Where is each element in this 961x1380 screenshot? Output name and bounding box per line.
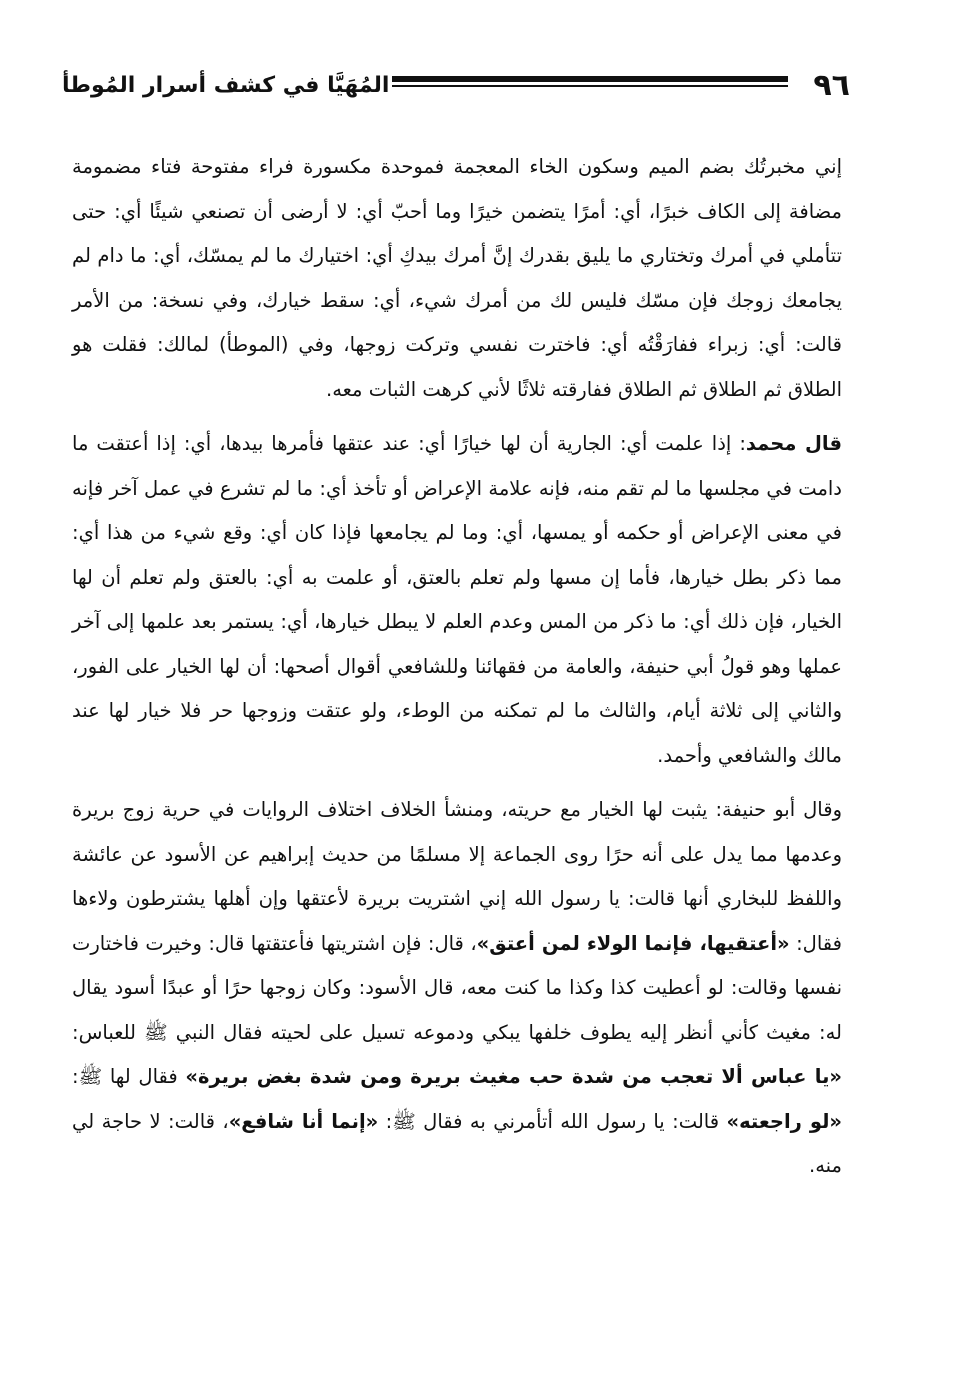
paragraph-3-text-2: ، قال: فإن اشتريتها فأعتقتها قال: وخيرت فاختارت نفسها وقالت: لو أعطيت كذا وكذا ما كنت معه، قال الأسود: وكان زوجها حرًا أو عبدًا أسود يقال له: مغيث كأني أنظر إليه يطوف خلفها يبكي ودموعه تسيل على لحيته فقال النبي ﷺ للعباس: [72, 931, 842, 1044]
header-rule [392, 76, 788, 89]
page-header [62, 66, 850, 106]
hadith-quote-3: «لو راجعته» [726, 1109, 843, 1133]
paragraph-2 [72, 422, 842, 778]
paragraph-3-text-3: فقال لها ﷺ: [72, 1065, 186, 1088]
hadith-quote-2: «يا عباس ألا تعجب من شدة حب مغيث بريرة ومن شدة بغض بريرة» [185, 1065, 842, 1088]
paragraph-1 [72, 145, 842, 412]
header-rule-thick [392, 76, 788, 82]
paragraph-3-text-4: قالت: يا رسول الله أتأمرني به فقال ﷺ: [378, 1109, 727, 1133]
paragraph-3-text-5: ، قالت: لا حاجة لي منه. [72, 1109, 842, 1177]
page-number: ٩٦ [813, 68, 850, 103]
paragraph-3-text-1: وقال أبو حنيفة: يثبت لها الخيار مع حريته، ومنشأ الخلاف اختلاف الروايات في حرية زوج بريرة وعدمها مما يدل على أنه حرًا روى الجماعة إلا مسلمًا من حديث إبراهيم عن الأسود عن عائشة واللفظ للبخاري أنها قالت: يا رسول الله إني اشتريت بريرة لأعتقها وإن أهلها يشترطون ولاءها فقال: [72, 798, 842, 955]
paragraph-1-text: إني مخبرتُك بضم الميم وسكون الخاء المعجمة فموحدة مكسورة فراء مفتوحة فتاء مضمومة مضافة إلى الكاف خبرًا، أي: أمرًا يتضمن خيرًا وما أحبّ أي: لا أرضى أن تصنعي شيئًا أي: حتى تتأملي في أمرك وتختاري ما يليق بقدرك إنَّ أمرك بيدكِ أي: اختيارك ما لم يمسّك، أي: ما دام لم يجامعك زوجك فإن مسّك فليس لك من أمرك شيء، أي: سقط خيارك، وفي نسخة: من الأمر قالت: أي: زبراء ففارَقْتُه أي: فاخترت نفسي وتركت زوجها، وفي (الموطأ) لمالك: فقلت هو الطلاق ثم الطلاق ثم الطلاق ففارقته ثلاثًا لأني كرهت الثبات معه. [72, 155, 842, 401]
hadith-quote-4: «إنما أنا شافع» [228, 1109, 379, 1133]
paragraph-3 [72, 788, 842, 1189]
paragraph-2-lead: قال محمد [745, 432, 843, 455]
header-rule-thin [392, 85, 788, 87]
hadith-quote-1: «أعتقيها، فإنما الولاء لمن أعتق» [476, 931, 790, 955]
body-text [72, 145, 842, 1199]
running-title: المُهَيَّا في كشف أسرار المُوطأ [62, 73, 390, 98]
paragraph-2-text: : إذا علمت أي: الجارية أن لها خيارًا أي: عند عتقها فأمرها بيدها، أي: إذا أعتقت ما دامت في مجلسها ما لم تقم منه، فإنه علامة الإعراض أو تأخذ أي: ما لم تشرع في عمل آخر فإنه في معنى الإعراض أو حكمه أو يمسها، أي: وما لم يجامعها فإذا كان أي: وقع شيء من هذا أي: مما ذكر بطل خيارها، فأما إن مسها ولم تعلم بالعتق، أو علمت به أي: بالعتق ولم تعلم أن لها الخيار، فإن ذلك أي: ما ذكر من المس وعدم العلم لا يبطل خيارها، أي: يستمر بعد علمها إلى آخر عملها وهو قولُ أبي حنيفة، والعامة من فقهائنا وللشافعي أقوال أصحها: أن لها الخيار على الفور، والثاني إلى ثلاثة أيام، والثالث ما لم تمكنه من الوطء، ولو عتقت وزوجها حر فلا خيار لها عند مالك والشافعي وأحمد. [72, 432, 842, 767]
